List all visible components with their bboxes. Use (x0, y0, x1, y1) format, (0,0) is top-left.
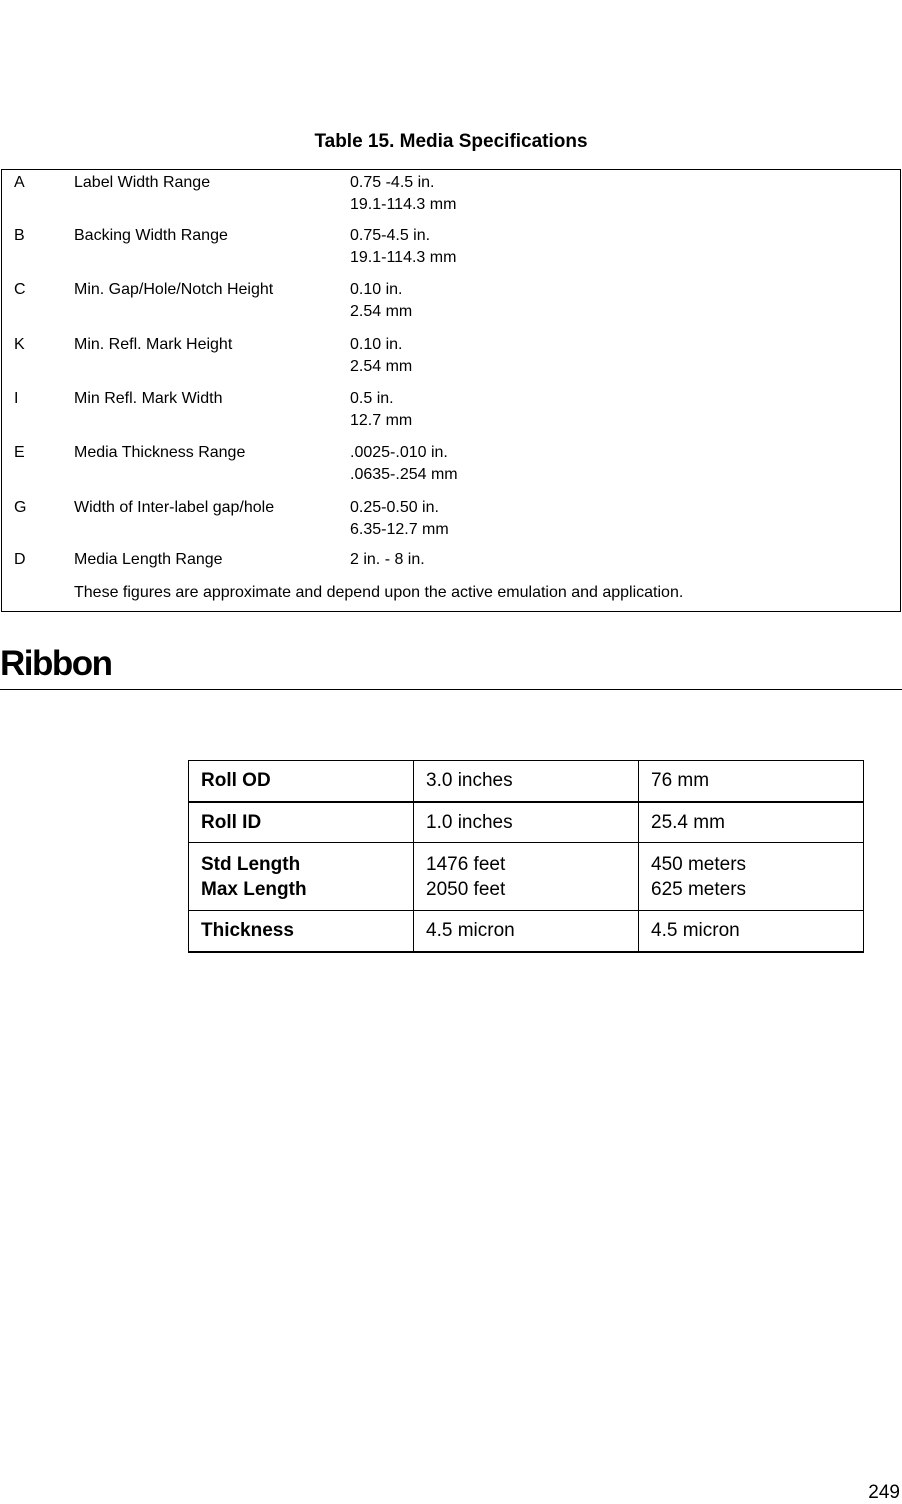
row-code: B (14, 227, 25, 244)
row-parameter: Label Width Range (74, 174, 211, 191)
row-value-mm: 12.7 mm (350, 412, 413, 429)
row-code: K (14, 336, 25, 353)
value-line: 1476 feet (426, 853, 506, 875)
row-label: Thickness (189, 911, 414, 952)
row-value-inches: 0.75 -4.5 in. (350, 174, 435, 191)
row-value-mm: 6.35-12.7 mm (350, 521, 449, 538)
table-row (189, 761, 864, 802)
row-code: I (14, 390, 19, 407)
row-value-inches: 0.10 in. (350, 336, 403, 353)
row-value-inches: 0.10 in. (350, 281, 403, 298)
row-parameter: Backing Width Range (74, 227, 228, 244)
section-divider (0, 689, 902, 690)
row-value-mm: 2.54 mm (350, 303, 413, 320)
row-imperial-value: 1.0 inches (414, 802, 639, 843)
row-label: Roll ID (189, 802, 414, 843)
row-parameter: Min. Refl. Mark Height (74, 336, 233, 353)
row-value-inches: .0025-.010 in. (350, 444, 448, 461)
row-parameter: Min Refl. Mark Width (74, 390, 223, 407)
row-metric-value: 4.5 micron (639, 911, 864, 952)
row-metric-value (639, 843, 864, 911)
table-caption: Table 15. Media Specifications (314, 131, 588, 152)
row-imperial-value: 3.0 inches (414, 761, 639, 802)
value-line: 625 meters (651, 878, 747, 900)
row-value-inches: 2 in. - 8 in. (350, 551, 425, 568)
row-parameter: Media Thickness Range (74, 444, 246, 461)
row-value-inches: 0.5 in. (350, 390, 394, 407)
row-parameter: Width of Inter-label gap/hole (74, 499, 275, 516)
row-code: A (14, 174, 25, 191)
row-value-mm: 19.1-114.3 mm (350, 249, 457, 266)
value-line: 450 meters (651, 853, 747, 875)
row-value-mm: .0635-.254 mm (350, 466, 458, 483)
row-code: D (14, 551, 26, 568)
row-label-line: Std Length (201, 853, 301, 875)
row-code: G (14, 499, 27, 516)
row-imperial-value: 4.5 micron (414, 911, 639, 952)
row-metric-value: 25.4 mm (639, 802, 864, 843)
table-row (189, 911, 864, 952)
section-heading-ribbon: Ribbon (0, 644, 112, 683)
row-label (189, 843, 414, 911)
ribbon-specifications-table (188, 760, 864, 953)
table-row (189, 802, 864, 843)
row-value-mm: 19.1-114.3 mm (350, 196, 457, 213)
row-label: Roll OD (189, 761, 414, 802)
row-value-mm: 2.54 mm (350, 358, 413, 375)
table-note: These figures are approximate and depend upon the active emulation and application. (74, 584, 684, 601)
page-number: 249 (868, 1482, 900, 1503)
row-value-inches: 0.25-0.50 in. (350, 499, 439, 516)
media-specifications-table (1, 169, 901, 612)
row-code: E (14, 444, 25, 461)
row-value-inches: 0.75-4.5 in. (350, 227, 431, 244)
table-row (189, 843, 864, 911)
value-line: 2050 feet (426, 878, 506, 900)
row-code: C (14, 281, 26, 298)
row-parameter: Min. Gap/Hole/Notch Height (74, 281, 274, 298)
row-imperial-value (414, 843, 639, 911)
row-metric-value: 76 mm (639, 761, 864, 802)
row-label-line: Max Length (201, 878, 307, 900)
row-parameter: Media Length Range (74, 551, 223, 568)
